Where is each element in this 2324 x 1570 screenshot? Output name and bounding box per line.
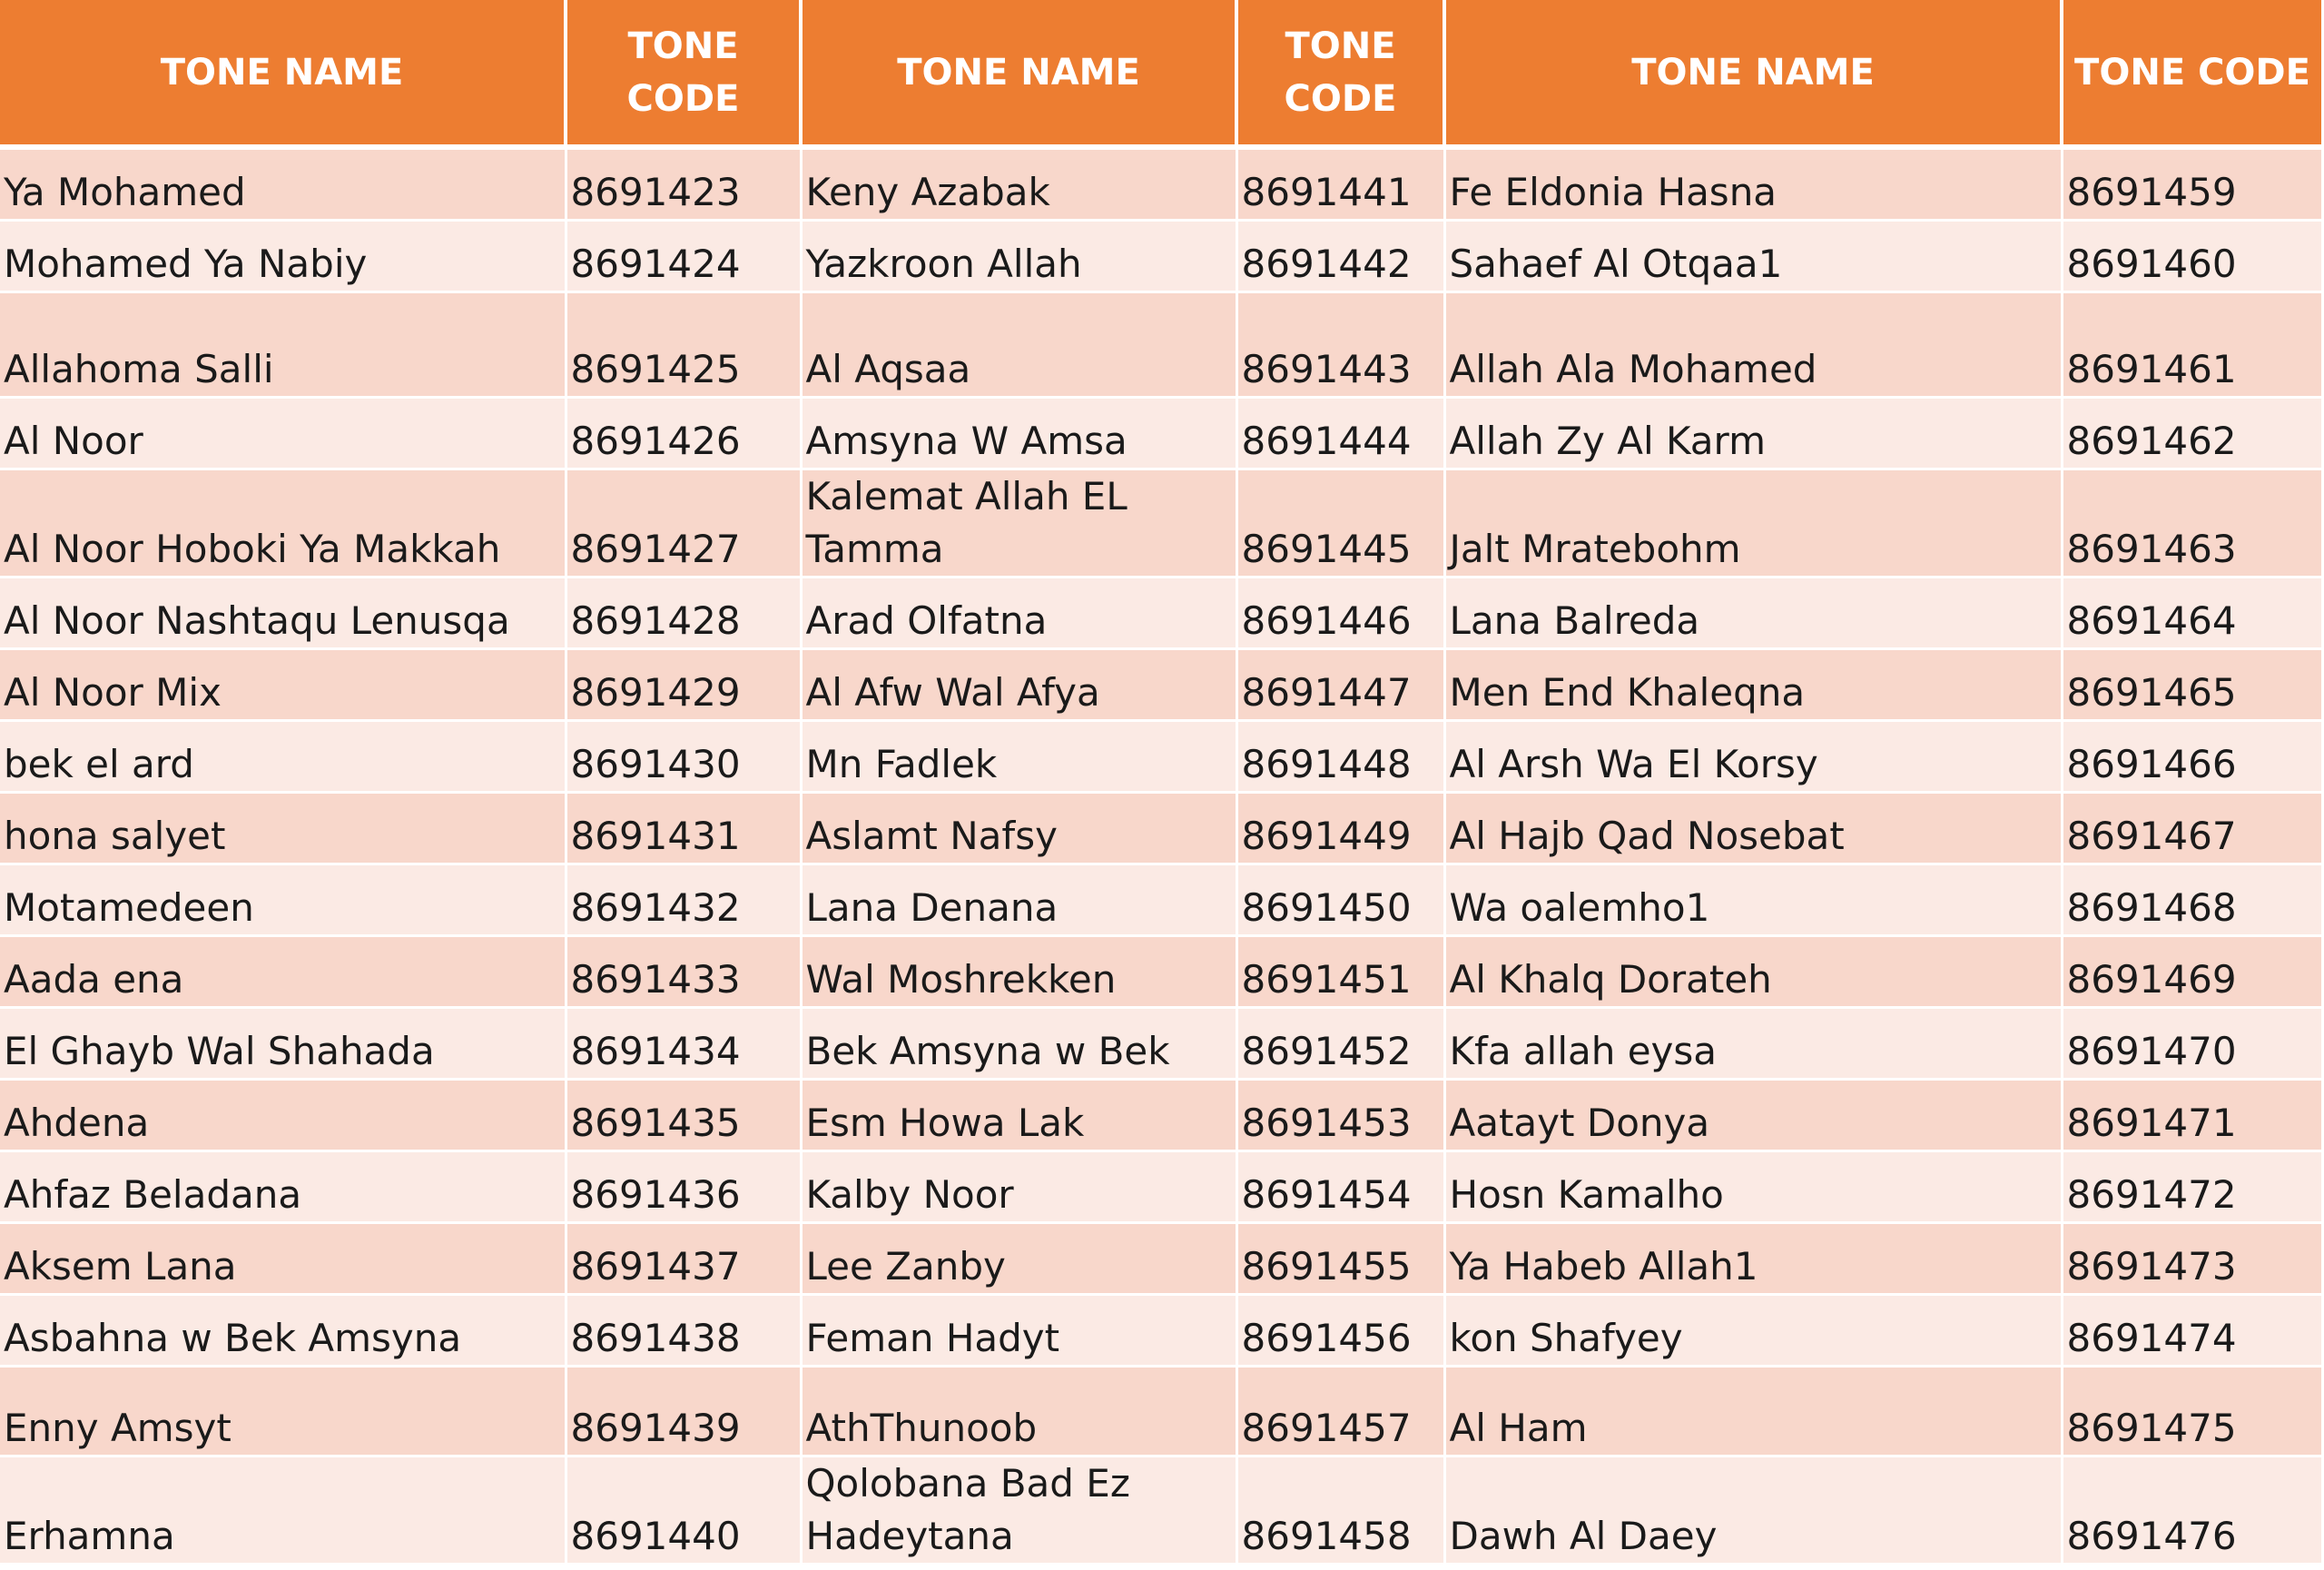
tone-name-cell: Kfa allah eysa — [1444, 1008, 2062, 1080]
tone-code-cell: 8691439 — [566, 1367, 801, 1456]
tone-name-cell: Wal Moshrekken — [801, 936, 1236, 1008]
tone-code-cell: 8691459 — [2062, 147, 2321, 221]
tone-name-cell: Allah Zy Al Karm — [1444, 398, 2062, 469]
tone-name-cell: Kalemat Allah EL Tamma — [801, 469, 1236, 578]
table-row — [0, 147, 2321, 221]
tone-code-cell: 8691432 — [566, 864, 801, 936]
tone-code-cell: 8691446 — [1236, 578, 1444, 649]
tone-code-cell: 8691463 — [2062, 469, 2321, 578]
tone-code-cell: 8691437 — [566, 1223, 801, 1295]
tone-name-cell: Al Hajb Qad Nosebat — [1444, 793, 2062, 864]
tone-name-cell: Al Noor Mix — [0, 649, 566, 721]
header-tone-code-1: TONE CODE — [566, 0, 801, 147]
tone-code-cell: 8691467 — [2062, 793, 2321, 864]
tone-code-cell: 8691453 — [1236, 1080, 1444, 1151]
tone-name-cell: Aslamt Nafsy — [801, 793, 1236, 864]
tone-name-cell: Aatayt Donya — [1444, 1080, 2062, 1151]
tone-code-cell: 8691471 — [2062, 1080, 2321, 1151]
tone-name-cell: Motamedeen — [0, 864, 566, 936]
table-row — [0, 1080, 2321, 1151]
tone-code-cell: 8691443 — [1236, 292, 1444, 398]
tone-name-cell: Dawh Al Daey — [1444, 1456, 2062, 1565]
table-row — [0, 469, 2321, 578]
tone-name-cell: Al Noor — [0, 398, 566, 469]
tone-name-cell: Esm Howa Lak — [801, 1080, 1236, 1151]
tone-code-cell: 8691424 — [566, 221, 801, 292]
tone-code-cell: 8691448 — [1236, 721, 1444, 793]
tone-name-cell: Al Ham — [1444, 1367, 2062, 1456]
tone-code-cell: 8691430 — [566, 721, 801, 793]
tone-name-cell: Amsyna W Amsa — [801, 398, 1236, 469]
tone-code-cell: 8691435 — [566, 1080, 801, 1151]
table-row — [0, 721, 2321, 793]
tone-code-cell: 8691433 — [566, 936, 801, 1008]
tone-code-cell: 8691466 — [2062, 721, 2321, 793]
tone-code-cell: 8691468 — [2062, 864, 2321, 936]
table-row — [0, 1367, 2321, 1456]
tone-name-cell: Men End Khaleqna — [1444, 649, 2062, 721]
tone-code-cell: 8691454 — [1236, 1151, 1444, 1223]
tone-name-cell: Aksem Lana — [0, 1223, 566, 1295]
tone-code-cell: 8691440 — [566, 1456, 801, 1565]
table-row — [0, 578, 2321, 649]
tone-name-cell: kon Shafyey — [1444, 1295, 2062, 1367]
tone-code-cell: 8691472 — [2062, 1151, 2321, 1223]
tone-code-cell: 8691474 — [2062, 1295, 2321, 1367]
tone-name-cell: Al Khalq Dorateh — [1444, 936, 2062, 1008]
tone-name-cell: Al Arsh Wa El Korsy — [1444, 721, 2062, 793]
tone-name-cell: Yazkroon Allah — [801, 221, 1236, 292]
tone-name-cell: Hosn Kamalho — [1444, 1151, 2062, 1223]
tone-code-cell: 8691445 — [1236, 469, 1444, 578]
tone-code-cell: 8691456 — [1236, 1295, 1444, 1367]
tone-name-cell: El Ghayb Wal Shahada — [0, 1008, 566, 1080]
tone-code-cell: 8691431 — [566, 793, 801, 864]
tone-name-cell: Allah Ala Mohamed — [1444, 292, 2062, 398]
tone-code-cell: 8691442 — [1236, 221, 1444, 292]
tone-name-cell: Ya Habeb Allah1 — [1444, 1223, 2062, 1295]
tone-name-cell: Lee Zanby — [801, 1223, 1236, 1295]
header-tone-name-2: TONE NAME — [801, 0, 1236, 147]
tone-code-cell: 8691473 — [2062, 1223, 2321, 1295]
tone-name-cell: Aada ena — [0, 936, 566, 1008]
tone-code-cell: 8691470 — [2062, 1008, 2321, 1080]
tone-name-cell: Enny Amsyt — [0, 1367, 566, 1456]
tone-code-cell: 8691457 — [1236, 1367, 1444, 1456]
tone-code-cell: 8691449 — [1236, 793, 1444, 864]
tone-code-cell: 8691441 — [1236, 147, 1444, 221]
tone-code-cell: 8691427 — [566, 469, 801, 578]
tone-name-cell: Kalby Noor — [801, 1151, 1236, 1223]
tone-name-cell: Al Noor Nashtaqu Lenusqa — [0, 578, 566, 649]
table-row — [0, 1008, 2321, 1080]
tone-name-cell: Lana Balreda — [1444, 578, 2062, 649]
tone-name-cell: AthThunoob — [801, 1367, 1236, 1456]
tone-code-cell: 8691426 — [566, 398, 801, 469]
tone-name-cell: Fe Eldonia Hasna — [1444, 147, 2062, 221]
tone-name-cell: Ahdena — [0, 1080, 566, 1151]
tone-name-cell: Mohamed Ya Nabiy — [0, 221, 566, 292]
table-row — [0, 292, 2321, 398]
tone-name-cell: Ahfaz Beladana — [0, 1151, 566, 1223]
table-row — [0, 1295, 2321, 1367]
tone-name-cell: Keny Azabak — [801, 147, 1236, 221]
tone-name-cell: hona salyet — [0, 793, 566, 864]
tone-name-cell: Al Afw Wal Afya — [801, 649, 1236, 721]
header-tone-name-1: TONE NAME — [0, 0, 566, 147]
tone-name-cell: Arad Olfatna — [801, 578, 1236, 649]
tone-code-cell: 8691476 — [2062, 1456, 2321, 1565]
header-row — [0, 0, 2321, 147]
tone-code-cell: 8691450 — [1236, 864, 1444, 936]
tone-name-cell: Jalt Mratebohm — [1444, 469, 2062, 578]
tone-code-cell: 8691436 — [566, 1151, 801, 1223]
tone-name-cell: Bek Amsyna w Bek — [801, 1008, 1236, 1080]
table-row — [0, 1223, 2321, 1295]
header-tone-code-3: TONE CODE — [2062, 0, 2321, 147]
tone-code-cell: 8691447 — [1236, 649, 1444, 721]
tone-name-cell: Sahaef Al Otqaa1 — [1444, 221, 2062, 292]
table-row — [0, 936, 2321, 1008]
tone-code-cell: 8691423 — [566, 147, 801, 221]
table-row — [0, 864, 2321, 936]
tone-name-cell: Lana Denana — [801, 864, 1236, 936]
table-row — [0, 793, 2321, 864]
tone-name-cell: bek el ard — [0, 721, 566, 793]
header-tone-code-2: TONE CODE — [1236, 0, 1444, 147]
tone-code-cell: 8691462 — [2062, 398, 2321, 469]
table-row — [0, 649, 2321, 721]
tone-name-cell: Asbahna w Bek Amsyna — [0, 1295, 566, 1367]
table-row — [0, 1456, 2321, 1565]
tone-code-cell: 8691429 — [566, 649, 801, 721]
tone-name-cell: Allahoma Salli — [0, 292, 566, 398]
table-row — [0, 1151, 2321, 1223]
tone-code-cell: 8691451 — [1236, 936, 1444, 1008]
tone-code-cell: 8691434 — [566, 1008, 801, 1080]
tone-name-cell: Erhamna — [0, 1456, 566, 1565]
tone-code-cell: 8691464 — [2062, 578, 2321, 649]
tone-code-cell: 8691460 — [2062, 221, 2321, 292]
tone-code-cell: 8691465 — [2062, 649, 2321, 721]
tone-name-cell: Al Noor Hoboki Ya Makkah — [0, 469, 566, 578]
tone-name-cell: Mn Fadlek — [801, 721, 1236, 793]
tone-name-cell: Feman Hadyt — [801, 1295, 1236, 1367]
tone-code-cell: 8691452 — [1236, 1008, 1444, 1080]
tone-name-cell: Al Aqsaa — [801, 292, 1236, 398]
tone-code-cell: 8691461 — [2062, 292, 2321, 398]
tone-code-cell: 8691469 — [2062, 936, 2321, 1008]
tone-code-cell: 8691444 — [1236, 398, 1444, 469]
tone-name-cell: Ya Mohamed — [0, 147, 566, 221]
tone-code-cell: 8691458 — [1236, 1456, 1444, 1565]
table-row — [0, 398, 2321, 469]
tone-code-cell: 8691455 — [1236, 1223, 1444, 1295]
tone-code-cell: 8691428 — [566, 578, 801, 649]
table-row — [0, 221, 2321, 292]
tone-code-cell: 8691425 — [566, 292, 801, 398]
tone-code-cell: 8691475 — [2062, 1367, 2321, 1456]
tone-name-cell: Wa oalemho1 — [1444, 864, 2062, 936]
tone-code-cell: 8691438 — [566, 1295, 801, 1367]
tone-name-cell: Qolobana Bad Ez Hadeytana — [801, 1456, 1236, 1565]
header-tone-name-3: TONE NAME — [1444, 0, 2062, 147]
